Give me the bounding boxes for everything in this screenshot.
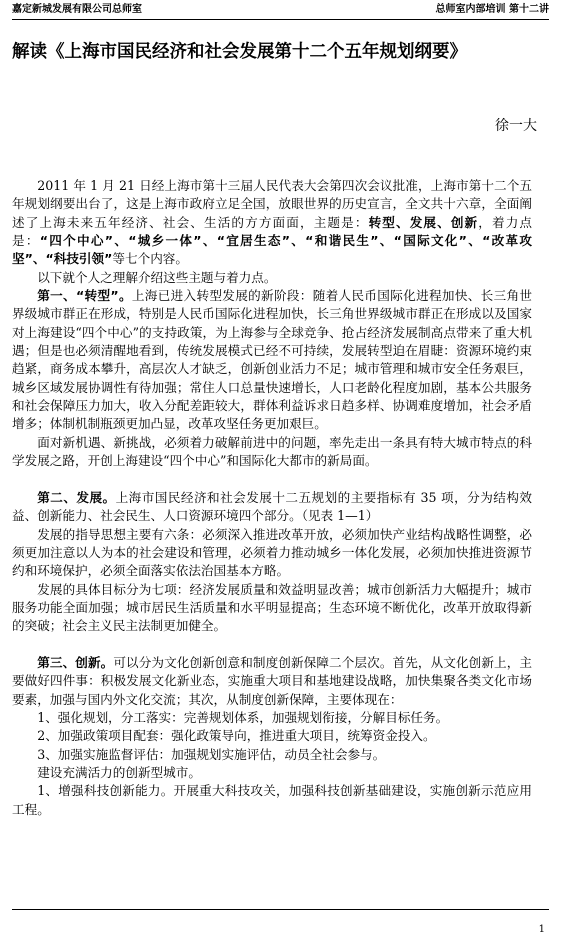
section3-heading: 第三、创新。 bbox=[37, 654, 114, 670]
page-header bbox=[12, 3, 549, 17]
intro-text: 2011 年 1 月 21 日经上海市第十三届人民代表大会第四次会议批准，上海市第十二个五年规划纲要出台了，这是上海市政府立足全国，放眼世界的历史宣言，全文共十六章，全面阐述了上海未来五年经济、社会、生活的方方面面，主题是： bbox=[12, 178, 532, 230]
document-title: 解读《上海市国民经济和社会发展第十二个五年规划纲要》 bbox=[12, 42, 467, 62]
section3-paragraph-2: 建设充满活力的创新型城市。 bbox=[37, 765, 201, 780]
intro-paragraph-2: 以下就个人之理解介绍这些主题与着力点。 bbox=[37, 269, 277, 285]
section3-text: 可以分为文化创新创意和制度创新保障二个层次。首先，从文化创新上，主要做好四件事：积极发展文化新业态，实施重大项目和基地建设战略，加快集聚各类文化市场要素，加强与国内外文化交流；其次，从制度创新保障，主要体现在： bbox=[12, 654, 533, 707]
section3-paragraph bbox=[12, 654, 532, 709]
header-rule bbox=[12, 19, 549, 20]
author-name: 徐一大 bbox=[495, 118, 537, 134]
section1-text: 上海已进入转型发展的新阶段：随着人民币国际化进程加快、长三角世界级城市群正在形成，特别是人民币国际化进程加快，长三角世界级城市群正在形成以及国家对上海建设“四个中心”的支持政策，为上海参与全球竞争、抢占经济发展制高点带来了重大机遇；但是也必须清醒地看到，传统发展模式已经不可持续，发展转型迫在眉睫：资源环境约束趋紧，商务成本攀升，高层次人才缺乏，创新创业活力不足；城市管理和城市安全任务艰巨，城乡区域发展协调性有待加强；常住人口总量快速增长，人口老龄化程度加剧，基本公共服务和社会保障压力加大，收入分配差距较大，群体利益诉求日趋多样、协调难度增加，社会矛盾增多；体制机制瓶颈更加凸显，改革攻坚任务更加艰巨。 bbox=[12, 288, 532, 432]
section3-paragraph-3: 1、增强科技创新能力。开展重大科技攻关，加强科技创新基础建设，实施创新示范应用工程。 bbox=[12, 783, 532, 817]
intro-tail: 等七个内容。 bbox=[112, 251, 188, 267]
section2-paragraph-3: 发展的具体目标分为七项：经济发展质量和效益明显改善；城市创新活力大幅提升；城市服务功能全面加强；城市居民生活质量和水平明显提高；生态环境不断优化，改革开放取得新的突破；社会主义民主法制更加健全。 bbox=[12, 581, 532, 634]
header-lecture-info: 总师室内部培训 第十二讲 bbox=[435, 4, 549, 15]
page-number: 1 bbox=[538, 924, 545, 935]
intro-mid: ，着力点是： bbox=[12, 214, 533, 249]
header-organization: 嘉定新城发展有限公司总师室 bbox=[12, 4, 142, 15]
intro-focus-points: “四个中心”、“城乡一体”、“宜居生态”、“和谐民生”、“国际文化”、“改革攻坚”、“科技引领” bbox=[12, 233, 533, 267]
list-item: 1、强化规划，分工落实：完善规划体系，加强规划衔接，分解目标任务。 bbox=[37, 709, 449, 725]
document-body bbox=[12, 177, 532, 819]
spacer bbox=[12, 471, 532, 489]
section2-paragraph bbox=[12, 489, 532, 526]
intro-theme: 转型、发展、创新 bbox=[368, 214, 479, 230]
footer-rule bbox=[12, 909, 549, 910]
list-item: 2、加强政策项目配套：强化政策导向，推进重大项目，统筹资金投入。 bbox=[37, 728, 436, 744]
section1-heading: 第一、“转型”。 bbox=[37, 288, 132, 304]
section2-text: 上海市国民经济和社会发展十二五规划的主要指标有 35 项，分为结构效益、创新能力、社会民生、人口资源环境四个部分。（见表 1—1） bbox=[12, 489, 532, 524]
spacer bbox=[12, 636, 532, 654]
intro-paragraph bbox=[12, 177, 532, 269]
section1-paragraph bbox=[12, 287, 532, 434]
section2-paragraph-2: 发展的指导思想主要有六条：必须深入推进改革开放，必须加快产业结构战略性调整，必须更加注意以人为本的社会建设和管理，必须着力推动城乡一体化发展，必须加快推进资源节约和环境保护，必须全面落实依法治国基本方略。 bbox=[12, 526, 532, 579]
section1-paragraph-2: 面对新机遇、新挑战，必须着力破解前进中的问题，率先走出一条具有特大城市特点的科学发展之路，开创上海建设“四个中心”和国际化大都市的新局面。 bbox=[12, 434, 532, 469]
list-item: 3、加强实施监督评估：加强规划实施评估，动员全社会参与。 bbox=[37, 746, 386, 762]
section2-heading: 第二、发展。 bbox=[37, 489, 116, 505]
